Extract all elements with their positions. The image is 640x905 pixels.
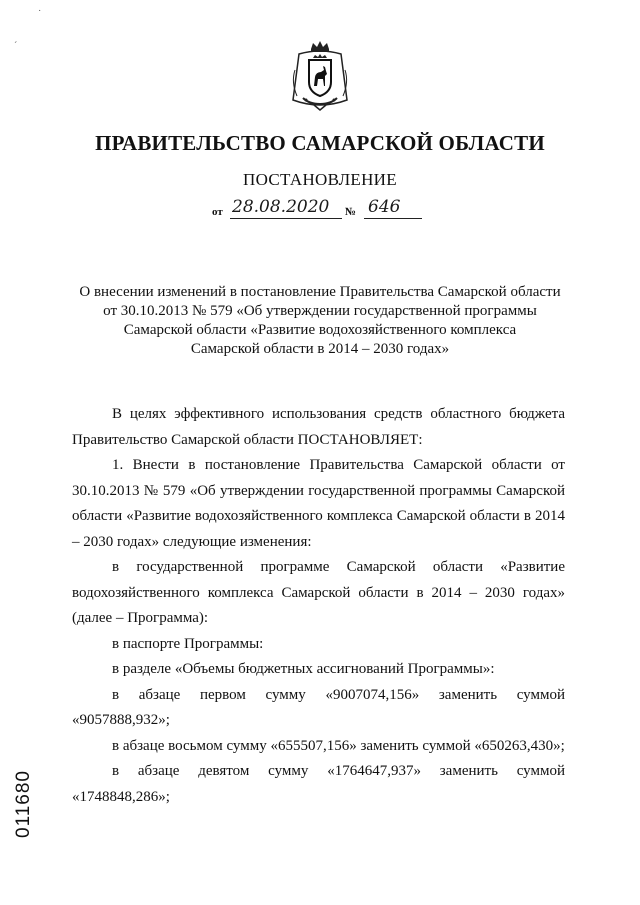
- side-registration-number: 011680: [13, 770, 34, 838]
- subject-line: Самарской области «Развитие водохозяйственного комплекса: [123, 322, 517, 338]
- margin-mark-top: ˙: [38, 9, 42, 20]
- number-label: №: [345, 206, 357, 218]
- document-subject: [70, 283, 570, 359]
- paragraph-section: в разделе «Объемы бюджетных ассигнований Программы»:: [112, 661, 495, 677]
- handwritten-number: 646: [368, 197, 401, 217]
- handwritten-date: 28.08.2020: [232, 197, 330, 217]
- subject-line: Самарской области в 2014 – 2030 годах»: [190, 341, 450, 357]
- samara-region-coat-of-arms-icon: [289, 40, 351, 112]
- number-underline: [364, 218, 422, 219]
- date-underline: [230, 218, 342, 219]
- date-number-line: [212, 197, 452, 223]
- paragraph-amendment-1: в абзаце первом сумму «9007074,156» заменить суммой «9057888,932»;: [72, 686, 565, 728]
- paragraph-amendment-9: в абзаце девятом сумму «1764647,937» заменить суммой «1748848,286»;: [72, 763, 565, 805]
- subject-line: от 30.10.2013 № 579 «Об утверждении государственной программы: [103, 303, 537, 319]
- paragraph-passport: в паспорте Программы:: [112, 635, 264, 652]
- margin-mark-side: ˊ: [14, 41, 18, 52]
- paragraph-amendment-8: в абзаце восьмом сумму «655507,156» заменить суммой «650263,430»;: [112, 737, 565, 754]
- organization-title: ПРАВИТЕЛЬСТВО САМАРСКОЙ ОБЛАСТИ: [95, 131, 545, 155]
- subject-line: О внесении изменений в постановление Правительства Самарской области: [79, 284, 561, 300]
- document-type: ПОСТАНОВЛЕНИЕ: [243, 170, 397, 189]
- paragraph-program: в государственной программе Самарской области «Развитие водохозяйственного комплекса Самарской области в 2014 – 2030 годах» (далее – Программа):: [72, 559, 565, 626]
- document-body: [72, 402, 565, 810]
- paragraph-preamble: В целях эффективного использования средств областного бюджета Правительство Самарской области ПОСТАНОВЛЯЕТ:: [72, 406, 565, 448]
- date-from-label: от: [212, 206, 223, 218]
- paragraph-item-1: 1. Внести в постановление Правительства Самарской области от 30.10.2013 № 579 «Об утверждении государственной программы Самарской области «Развитие водохозяйственного комплекса Самарской области в 2014 – 2030 годах» следующие изменения:: [72, 457, 565, 550]
